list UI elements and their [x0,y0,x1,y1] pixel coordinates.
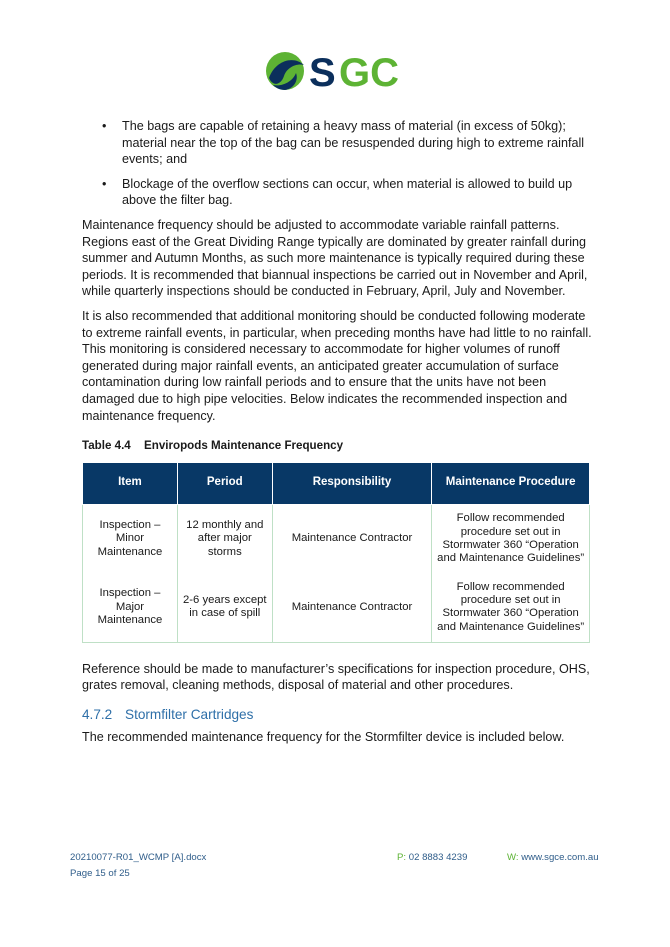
paragraph-reference: Reference should be made to manufacturer’s specifications for inspection procedure, OHS, grates removal, cleaning methods, disposal of material and other procedures. [82,661,590,693]
bullet-icon: • [102,176,107,191]
cell-period: 12 monthly and after major storms [177,504,272,573]
logo-text-gc: GC [339,51,399,95]
subsection-text: The recommended maintenance frequency for the Stormfilter device is included below. [82,730,565,745]
cell-item: Inspection – Major Maintenance [83,573,178,642]
logo-text-s: S [309,51,336,95]
header-period: Period [177,462,272,504]
subsection-heading [82,707,592,724]
footer-page-number: Page 15 of 25 [70,868,130,879]
cell-item: Inspection – Minor Maintenance [83,504,178,573]
subsection-title: Stormfilter Cartridges [125,706,254,722]
header-item: Item [83,462,178,504]
footer-phone-number: 02 8883 4239 [408,852,468,863]
bullet-item [100,176,592,209]
table-caption-number: Table 4.4 [82,439,131,453]
footer-website [507,852,599,863]
cell-period: 2-6 years except in case of spill [177,573,272,642]
header-maintenance-procedure: Maintenance Procedure [432,462,590,504]
bullet-icon: • [102,119,107,133]
bullet-list [100,118,592,209]
sgc-logo-icon [263,47,413,95]
bullet-text: Blockage of the overflow sections can occur, when material is allowed to build up above the filter bag. [122,176,573,208]
subsection-number: 4.7.2 [82,706,113,722]
footer-web-link[interactable]: www.sgce.com.au [521,852,599,863]
paragraph-maintenance-frequency: Maintenance frequency should be adjusted to accommodate variable rainfall patterns. Regions east of the Great Dividing Range typically are dominated by greater rainfall during summer and Autumn Months, as such more maintenance is typically required during these periods. It is recommended that biannual inspections be carried out in November and April, while quarterly inspections should be conducted in February, April, July and November. [82,217,588,299]
maintenance-table [82,462,590,643]
table-caption-title: Enviropods Maintenance Frequency [144,439,344,453]
footer-phone-label: P: [397,852,407,863]
document-body [82,118,592,754]
table-row [83,504,590,573]
footer-web-label: W: [507,852,519,863]
header-responsibility: Responsibility [272,462,432,504]
table-row [83,573,590,642]
cell-responsibility: Maintenance Contractor [272,504,432,573]
bullet-text: The bags are capable of retaining a heavy mass of material (in excess of 50kg); material near the top of the bag can be resuspended during high to extreme rainfall events; and [122,119,585,167]
paragraph-additional-monitoring: It is also recommended that additional monitoring should be conducted following moderate to extreme rainfall events, in particular, when preceding months have had little to no rainfall. This monitoring is considered necessary to accommodate for higher volumes of runoff generated during major rainfall events, an anticipated greater accumulation of surface contamination during low rainfall periods and to ensure that the units have not been damaged due to high pipe velocities. Below indicates the recommended inspection and maintenance frequency. [82,308,592,423]
cell-procedure: Follow recommended procedure set out in Stormwater 360 “Operation and Maintenance Guidelines” [432,504,590,573]
footer-doc-ref: 20210077-R01_WCMP [A].docx [70,852,207,863]
footer-phone [397,852,467,863]
cell-procedure: Follow recommended procedure set out in Stormwater 360 “Operation and Maintenance Guidelines” [432,573,590,642]
cell-responsibility: Maintenance Contractor [272,573,432,642]
table-caption [82,438,592,455]
company-logo [263,47,413,95]
table-header-row [83,462,590,504]
bullet-item [100,118,592,168]
